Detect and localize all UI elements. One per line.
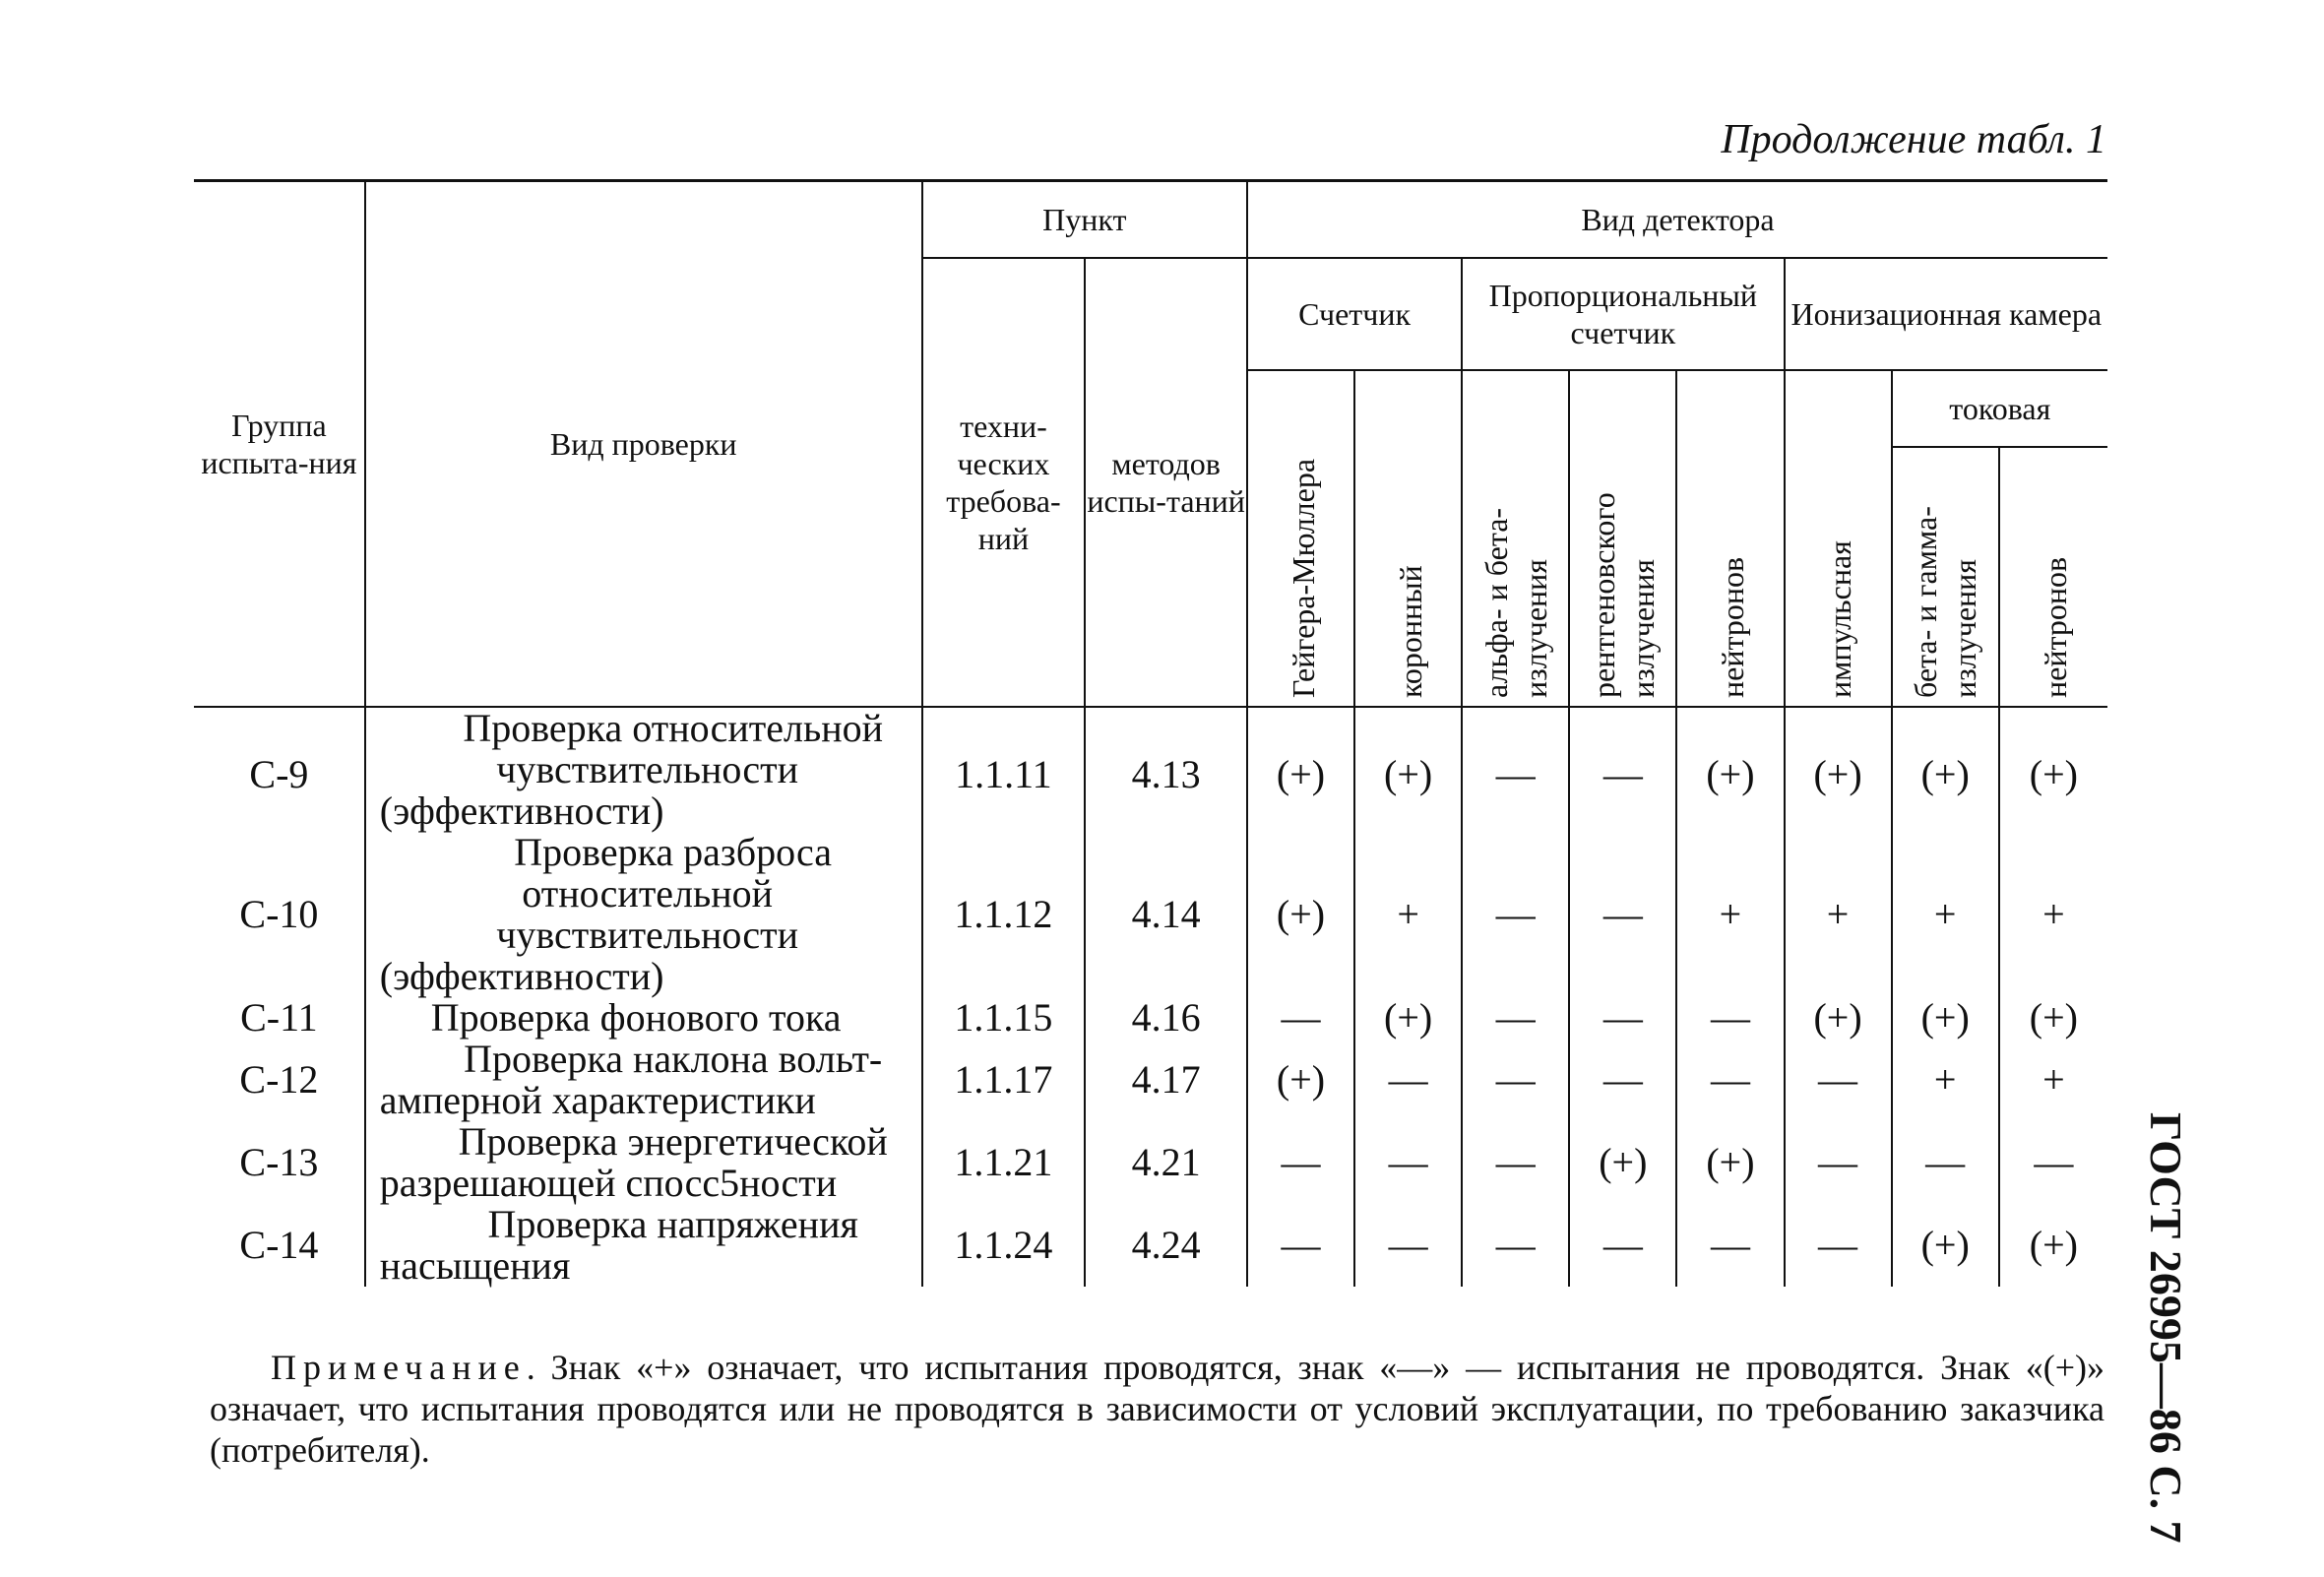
method-clause-cell: 4.13 [1085, 707, 1247, 832]
mark-cell: — [1462, 1039, 1569, 1121]
mark-cell: + [1999, 832, 2107, 997]
mark-cell: (+) [1999, 997, 2107, 1039]
table-row [194, 1204, 2107, 1287]
mark-cell: (+) [1999, 707, 2107, 832]
header-group: Группа испыта-ния [194, 181, 365, 707]
header-proportional-counter: Пропорциональный счетчик [1462, 258, 1784, 370]
mark-cell: — [1569, 832, 1676, 997]
mark-cell: (+) [1892, 707, 1999, 832]
table-row [194, 707, 2107, 832]
header-current: токовая [1892, 370, 2107, 447]
mark-cell: — [1892, 1121, 1999, 1204]
mark-cell: (+) [1247, 1039, 1354, 1121]
header-punkt: Пункт [922, 181, 1247, 258]
check-type-cell: Проверка наклона вольт-амперной характеристики [365, 1039, 922, 1121]
mark-cell: (+) [1354, 707, 1462, 832]
header-geiger-muller: Гейгера-Мюллера [1247, 370, 1354, 707]
header-ionization-chamber: Ионизационная камера [1785, 258, 2108, 370]
tech-clause-cell: 1.1.17 [922, 1039, 1086, 1121]
mark-cell: — [1999, 1121, 2107, 1204]
header-pulse: импульсная [1785, 370, 1892, 707]
check-type-cell: Проверка разброса относительной чувствительности (эффективности) [365, 832, 922, 997]
mark-cell: (+) [1892, 997, 1999, 1039]
note-text: . Знак «+» означает, что испытания проводятся, знак «—» — испытания не проводятся. Знак «(+)» означает, что испытания проводятся или не проводятся в зависимости от условий эксплуатации, по требованию заказчика (потребителя). [210, 1348, 2104, 1470]
tech-clause-cell: 1.1.11 [922, 707, 1086, 832]
check-type-cell: Проверка напряжения насыщения [365, 1204, 922, 1287]
header-xray: рентгеновского излучения [1569, 370, 1676, 707]
method-clause-cell: 4.14 [1085, 832, 1247, 997]
tech-clause-cell: 1.1.15 [922, 997, 1086, 1039]
table-row [194, 832, 2107, 997]
group-cell: С-10 [239, 891, 319, 936]
mark-cell: (+) [1999, 1204, 2107, 1287]
check-type-cell: Проверка энергетической разрешающей спосс5ности [365, 1121, 922, 1204]
mark-cell: (+) [1569, 1121, 1676, 1204]
mark-cell: — [1462, 707, 1569, 832]
tech-clause-cell: 1.1.12 [922, 832, 1086, 997]
mark-cell: (+) [1247, 832, 1354, 997]
mark-cell: — [1676, 997, 1784, 1039]
method-clause-cell: 4.17 [1085, 1039, 1247, 1121]
table-row [194, 1039, 2107, 1121]
check-type-cell: Проверка относительной чувствительности (эффективности) [365, 707, 922, 832]
note-label: Примечание [271, 1348, 527, 1387]
mark-cell: — [1247, 1121, 1354, 1204]
method-clause-cell: 4.21 [1085, 1121, 1247, 1204]
header-counter: Счетчик [1247, 258, 1462, 370]
group-cell: С-14 [239, 1222, 319, 1267]
mark-cell: — [1785, 1204, 1892, 1287]
mark-cell: + [1999, 1039, 2107, 1121]
mark-cell: — [1462, 1121, 1569, 1204]
header-check-type: Вид проверки [365, 181, 922, 707]
mark-cell: — [1247, 997, 1354, 1039]
method-clause-cell: 4.24 [1085, 1204, 1247, 1287]
group-cell: С-13 [239, 1139, 319, 1184]
table-row [194, 1121, 2107, 1204]
mark-cell: — [1676, 1204, 1784, 1287]
mark-cell: — [1785, 1039, 1892, 1121]
header-detector-type: Вид детектора [1247, 181, 2107, 258]
mark-cell: (+) [1676, 1121, 1784, 1204]
mark-cell: — [1569, 1204, 1676, 1287]
table-row [194, 997, 2107, 1039]
document-side-label: ГОСТ 26995—86 С. 7 [2141, 1112, 2191, 1544]
mark-cell: + [1676, 832, 1784, 997]
mark-cell: (+) [1785, 997, 1892, 1039]
mark-cell: — [1785, 1121, 1892, 1204]
mark-cell: — [1462, 1204, 1569, 1287]
header-test-methods: методов испы-таний [1085, 258, 1247, 707]
mark-cell: — [1569, 707, 1676, 832]
mark-cell: — [1354, 1121, 1462, 1204]
check-type-cell: Проверка фонового тока [365, 997, 922, 1039]
mark-cell: (+) [1785, 707, 1892, 832]
mark-cell: (+) [1247, 707, 1354, 832]
header-corona: коронный [1354, 370, 1462, 707]
mark-cell: — [1569, 1039, 1676, 1121]
mark-cell: (+) [1676, 707, 1784, 832]
header-tech-requirements: техни-ческих требова-ний [922, 258, 1086, 707]
header-beta-gamma: бета- и гамма-излучения [1892, 447, 1999, 707]
mark-cell: — [1676, 1039, 1784, 1121]
group-cell: С-12 [239, 1056, 319, 1102]
header-alpha-beta: альфа- и бета-излучения [1462, 370, 1569, 707]
table-caption: Продолжение табл. 1 [1721, 117, 2106, 162]
group-cell: С-11 [240, 994, 318, 1040]
header-neutrons-ionization: нейтронов [1999, 447, 2107, 707]
mark-cell: — [1569, 997, 1676, 1039]
tech-clause-cell: 1.1.24 [922, 1204, 1086, 1287]
mark-cell: (+) [1354, 997, 1462, 1039]
mark-cell: + [1892, 832, 1999, 997]
mark-cell: — [1462, 832, 1569, 997]
mark-cell: — [1462, 997, 1569, 1039]
mark-cell: + [1785, 832, 1892, 997]
test-table [194, 179, 2107, 1287]
mark-cell: — [1354, 1039, 1462, 1121]
header-neutrons-proportional: нейтронов [1676, 370, 1784, 707]
group-cell: С-9 [249, 751, 309, 796]
mark-cell: (+) [1892, 1204, 1999, 1287]
mark-cell: — [1247, 1204, 1354, 1287]
table-note [210, 1347, 2104, 1471]
tech-clause-cell: 1.1.21 [922, 1121, 1086, 1204]
mark-cell: — [1354, 1204, 1462, 1287]
mark-cell: + [1892, 1039, 1999, 1121]
method-clause-cell: 4.16 [1085, 997, 1247, 1039]
mark-cell: + [1354, 832, 1462, 997]
